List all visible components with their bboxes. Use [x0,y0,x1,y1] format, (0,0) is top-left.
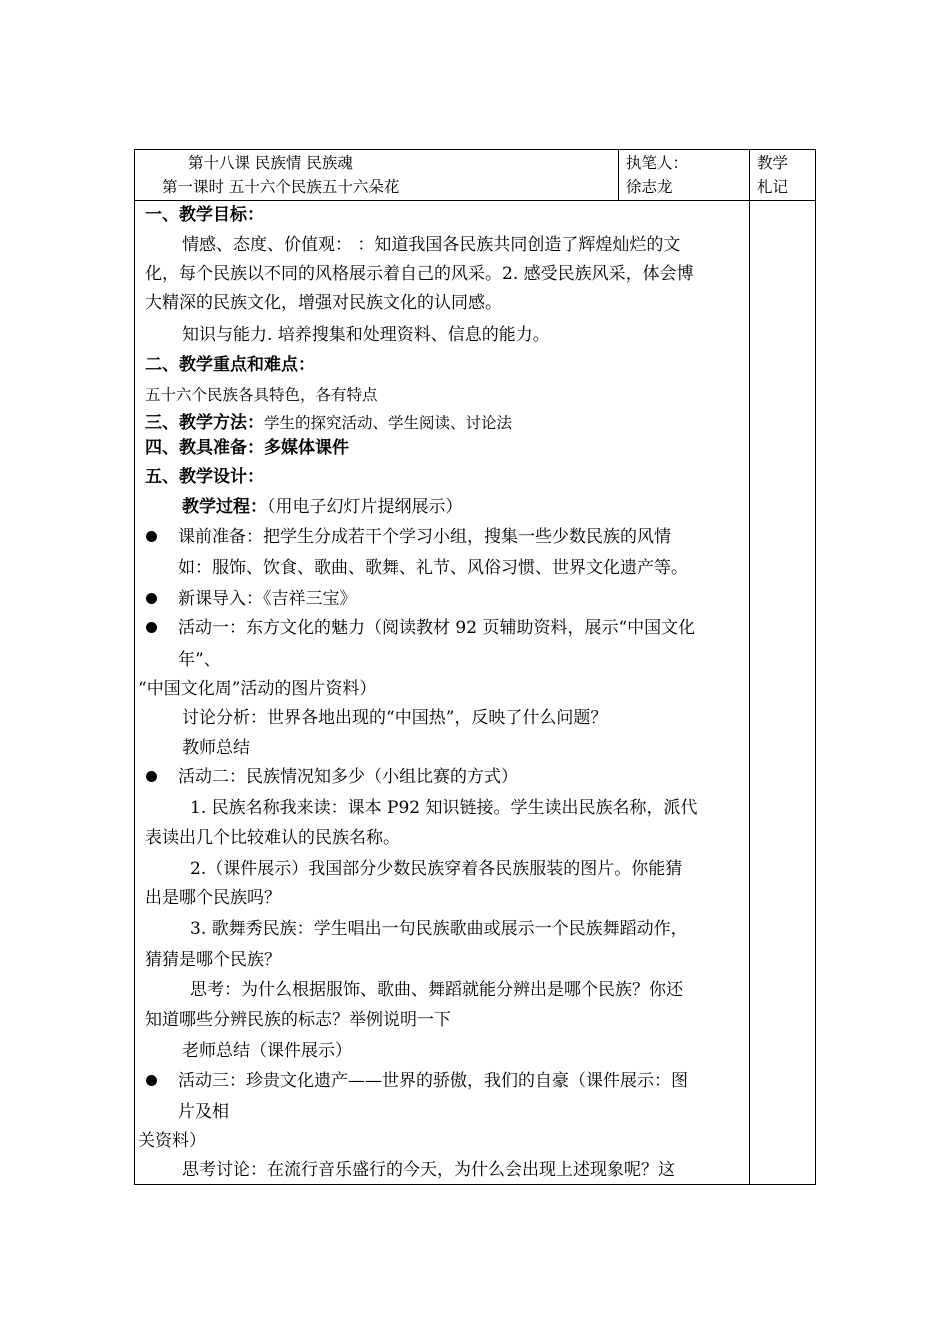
activity-1-text: 活动一：东方文化的魅力（阅读教材 92 页辅助资料，展示“中国文化 [178,618,696,638]
section-4-heading: 四、教具准备：多媒体课件 [145,438,349,458]
key-points-text: 五十六个民族各具特色，各有特点 [145,386,378,404]
think-text: 知道哪些分辨民族的标志？举例说明一下 [145,1010,451,1030]
activity-2-item: 出是哪个民族吗？ [145,888,281,908]
process-line [182,497,463,517]
methods-text: 学生的探究活动、学生阅读、讨论法 [264,414,513,432]
activity-2-item: 表读出几个比较难认的民族名称。 [145,828,400,848]
section-5-heading: 五、教学设计： [145,467,264,487]
preparation-text: 如：服饰、饮食、歌曲、歌舞、礼节、风俗习惯、世界文化遗产等。 [178,558,688,578]
process-label: 教学过程： [182,497,267,517]
lesson-title: 第十八课 民族情 民族魂 [188,154,353,172]
bullet-icon [146,531,157,542]
ability-text: 知识与能力. 培养搜集和处理资料、信息的能力。 [182,325,550,345]
activity-1-text: 年”、 [178,650,221,670]
preparation-text: 课前准备：把学生分成若干个学习小组，搜集一些少数民族的风情 [178,527,671,547]
column-divider-author [618,149,619,200]
section-1-heading: 一、教学目标： [145,205,264,225]
section-3-heading: 三、教学方法： [145,413,264,433]
bullet-icon [146,622,157,633]
objectives-text: 化，每个民族以不同的风格展示着自己的风采。2. 感受民族风采，体会博 [145,264,694,284]
teacher-summary: 老师总结（课件展示） [182,1041,352,1061]
objectives-text: 大精深的民族文化，增强对民族文化的认同感。 [145,293,502,313]
discussion-text: 讨论分析：世界各地出现的“中国热”，反映了什么问题？ [182,708,608,728]
activity-2-item: 3. 歌舞秀民族：学生唱出一句民族歌曲或展示一个民族舞蹈动作， [190,919,688,939]
author-name: 徐志龙 [626,178,673,196]
process-note: （用电子幻灯片提纲展示） [267,497,463,517]
activity-1-text: “中国文化周”活动的图片资料） [138,679,377,699]
activity-3-text: 活动三：珍贵文化遗产——世界的骄傲，我们的自豪（课件展示：图 [178,1071,688,1091]
bullet-icon [146,1075,157,1086]
think-discussion-text: 思考讨论：在流行音乐盛行的今天，为什么会出现上述现象呢？这 [182,1160,675,1180]
column-divider-notes [749,149,750,1185]
bullet-icon [146,593,157,604]
section-3-line [145,413,512,433]
bullet-icon [146,771,157,782]
author-label: 执笔人： [626,154,689,172]
notes-label-2: 札记 [757,178,789,196]
objectives-text: 情感、态度、价值观： ：知道我国各民族共同创造了辉煌灿烂的文 [182,235,681,255]
section-2-heading: 二、教学重点和难点： [145,355,315,375]
period-title: 第一课时 五十六个民族五十六朵花 [162,178,400,196]
notes-label: 教学 [757,154,789,172]
activity-2-item: 1. 民族名称我来读：课本 P92 知识链接。学生读出民族名称，派代 [190,798,698,818]
header-divider [134,200,816,201]
activity-2-item: 2.（课件展示）我国部分少数民族穿着各民族服装的图片。你能猜 [190,859,683,879]
activity-3-text: 片及相 [178,1102,229,1122]
activity-3-text: 关资料） [138,1131,206,1151]
activity-2-text: 活动二：民族情况知多少（小组比赛的方式） [178,767,518,787]
think-text: 思考：为什么根据服饰、歌曲、舞蹈就能分辨出是哪个民族？你还 [190,980,683,1000]
activity-2-item: 猜猜是哪个民族？ [145,950,281,970]
intro-text: 新课导入：《吉祥三宝》 [178,589,357,609]
teacher-summary: 教师总结 [182,738,250,758]
